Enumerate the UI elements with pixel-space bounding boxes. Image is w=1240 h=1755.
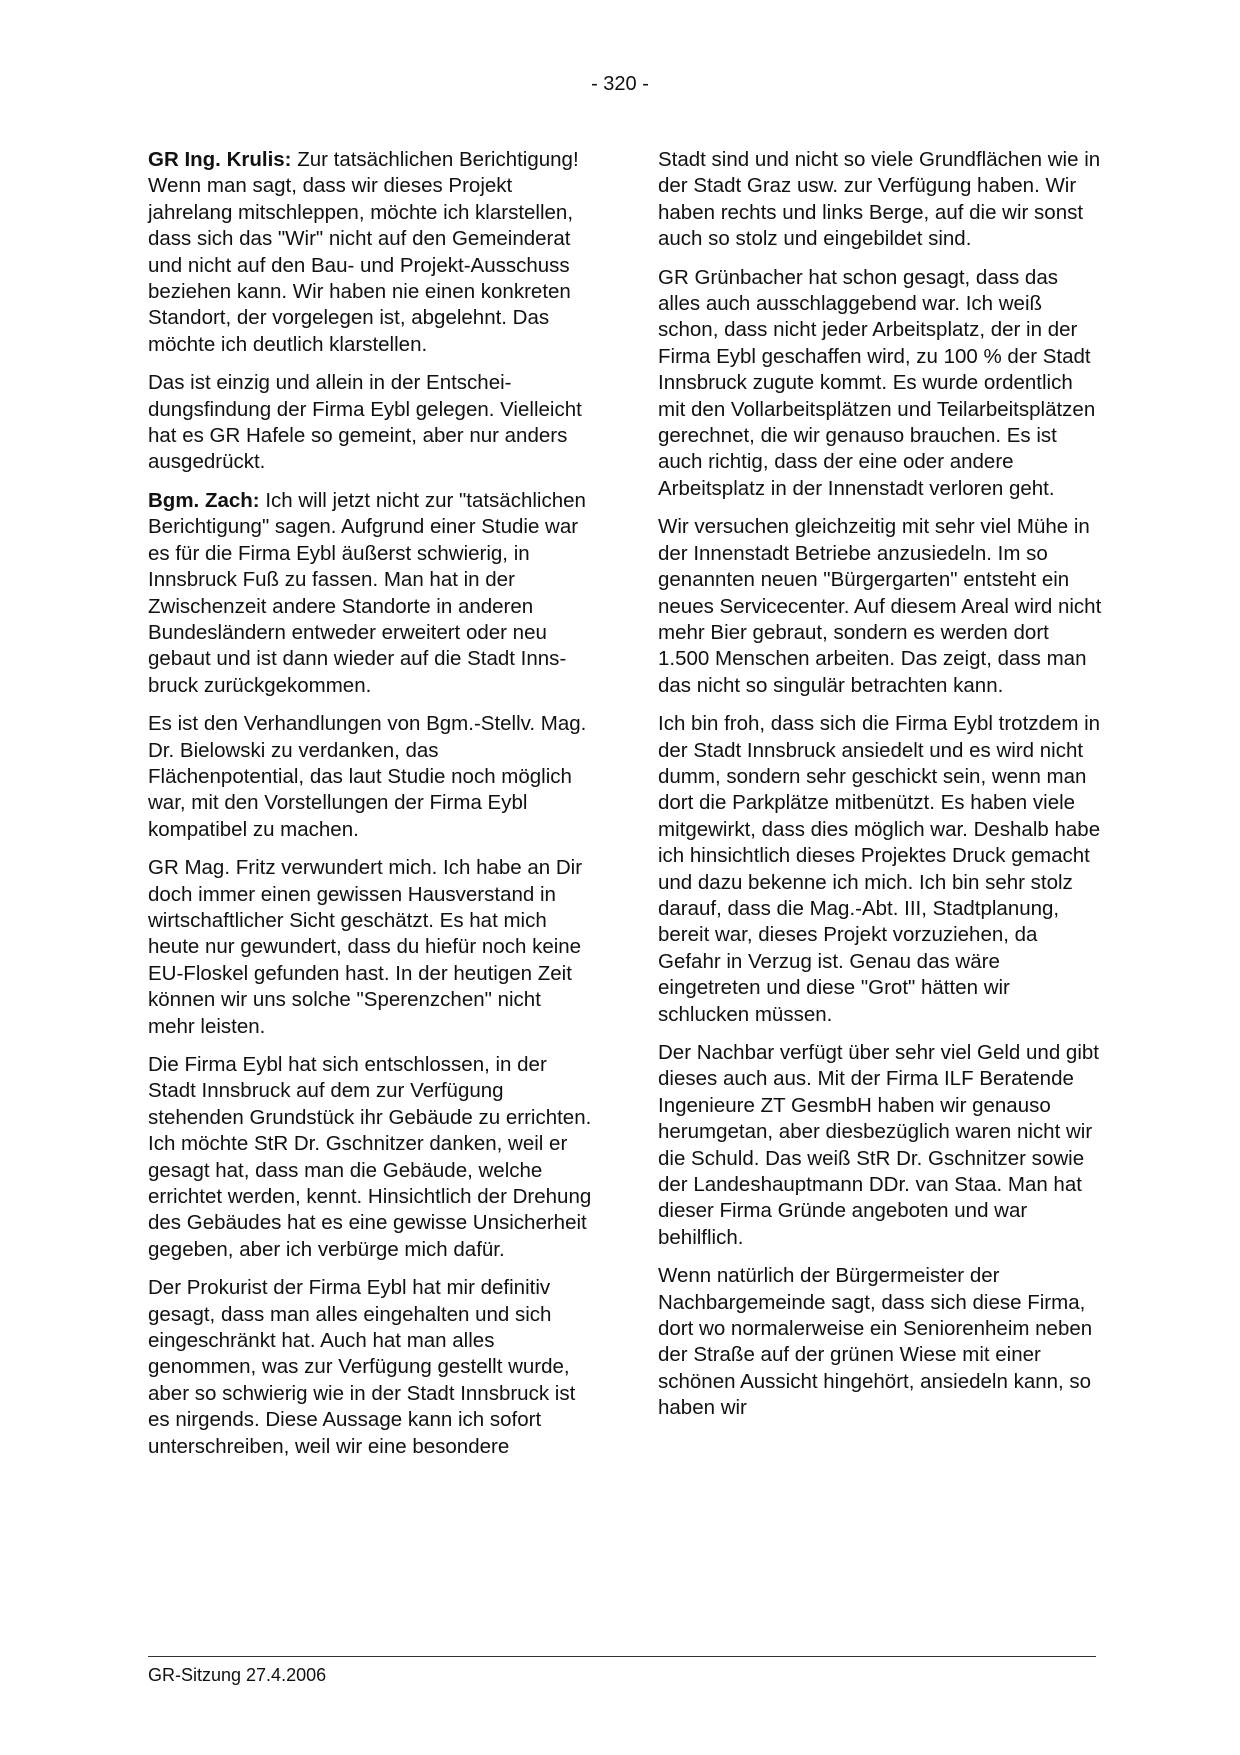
paragraph [658, 514, 1104, 699]
paragraph-text: Ich bin froh, dass sich die Firma Eybl trotzdem in der Stadt Innsbruck ansiedelt und es wird nicht dumm, sondern sehr geschickt sein, wenn man dort die Parkplätze mitbenützt. Es haben viele mitgewirkt, dass dies möglich war. Deshalb habe ich hinsichtlich dieses Projektes Druck gemacht und dazu bekenne ich mich. Ich bin sehr stolz darauf, dass die Mag.-Abt. III, Stadtplanung, bereit war, dieses Projekt vorzuziehen, da Gefahr in Verzug ist. Genau das wäre eingetreten und diese "Grot" hätten wir schlucken müssen. [658, 712, 1101, 1026]
footer-divider [148, 1656, 1096, 1657]
paragraph [148, 488, 593, 699]
paragraph [148, 1275, 593, 1460]
left-column [148, 147, 593, 1472]
paragraph-text: Wir versuchen gleichzeitig mit sehr viel Mühe in der Innenstadt Betriebe anzusiedeln. Im so genannten neuen "Bürgergarten" entsteht ein neues Servicecenter. Auf diesem Areal wird nicht mehr Bier gebraut, sondern es werden dort 1.500 Menschen arbeiten. Das zeigt, dass man das nicht so singulär betrachten kann. [658, 515, 1102, 697]
paragraph-text: GR Grünbacher hat schon gesagt, dass das alles auch ausschlaggebend war. Ich weiß schon, dass nicht jeder Arbeitsplatz, der in der Firma Eybl geschaffen wird, zu 100 % der Stadt Innsbruck zugute kommt. Es wurde ordentlich mit den Vollarbeitsplätzen und Teilarbeitsplätzen gerechnet, die wir genauso brauchen. Es ist auch richtig, dass der eine oder andere Arbeitsplatz in der Innenstadt verloren geht. [658, 265, 1096, 500]
paragraph-text: GR Mag. Fritz verwundert mich. Ich habe an Dir doch immer einen gewissen Hausverstand in wirtschaftlicher Sicht geschätzt. Es hat mich heute nur gewundert, dass du hiefür noch keine EU-Floskel gefunden hast. In der heutigen Zeit können wir uns solche "Sperenzchen" nicht mehr leisten. [148, 856, 583, 1038]
paragraph-text: Zur tatsächlichen Berichtigung! Wenn man sagt, dass wir dieses Projekt jahrelang mitschleppen, möchte ich klarstellen, dass sich das "Wir" nicht auf den Gemeinderat und nicht auf den Bau- und Projekt-Ausschuss beziehen kann. Wir haben nie einen konkreten Standort, der vorgelegen ist, abgelehnt. Das möchte ich deutlich klarstellen. [148, 148, 579, 356]
paragraph [658, 711, 1104, 1028]
paragraph [658, 1263, 1104, 1421]
paragraph-text: Der Prokurist der Firma Eybl hat mir definitiv gesagt, dass man alles eingehalten und sich eingeschränkt hat. Auch hat man alles genommen, was zur Verfügung gestellt wurde, aber so schwierig wie in der Stadt Innsbruck ist es nirgends. Diese Aussage kann ich sofort unterschreiben, weil wir eine besondere [148, 1276, 576, 1458]
right-column [658, 147, 1104, 1434]
paragraph-text: Ich will jetzt nicht zur "tatsächlichen Berichtigung" sagen. Aufgrund einer Studie war es für die Firma Eybl äußerst schwierig, in Innsbruck Fuß zu fassen. Man hat in der Zwischenzeit andere Standorte in anderen Bundesländern entweder erweitert oder neu gebaut und ist dann wieder auf die Stadt Innsbruck zurückgekommen. [148, 488, 586, 697]
paragraph-text: Wenn natürlich der Bürgermeister der Nachbargemeinde sagt, dass sich diese Firma, dort wo normalerweise ein Seniorenheim neben der Straße auf der grünen Wiese mit einer schönen Aussicht hingehört, ansiedeln kann, so haben wir [658, 1264, 1093, 1420]
page-number: - 320 - [591, 73, 649, 95]
footer-session-date: GR-Sitzung 27.4.2006 [148, 1665, 327, 1685]
paragraph-text: Stadt sind und nicht so viele Grundflächen wie in der Stadt Graz usw. zur Verfügung haben. Wir haben rechts und links Berge, auf die wir sonst auch so stolz und eingebildet sind. [658, 148, 1101, 251]
speaker-name: Bgm. Zach: [148, 488, 260, 512]
paragraph-text: Es ist den Verhandlungen von Bgm.-Stellv. Mag. Dr. Bielowski zu verdanken, das Flächenpotential, das laut Studie noch möglich war, mit den Vorstellungen der Firma Eybl kompatibel zu machen. [148, 712, 587, 841]
speaker-name: GR Ing. Krulis: [148, 148, 292, 171]
paragraph-text: Die Firma Eybl hat sich entschlossen, in der Stadt Innsbruck auf dem zur Verfügung stehenden Grundstück ihr Gebäude zu errichten. Ich möchte StR Dr. Gschnitzer danken, weil er gesagt hat, dass man die Gebäude, welche errichtet werden, kennt. Hinsichtlich der Drehung des Gebäudes hat es eine gewisse Unsicherheit gegeben, aber ich verbürge mich dafür. [148, 1053, 592, 1261]
paragraph [148, 855, 593, 1040]
paragraph [148, 711, 593, 843]
paragraph [148, 147, 593, 358]
paragraph [658, 1040, 1104, 1251]
paragraph-text: Der Nachbar verfügt über sehr viel Geld und gibt dieses auch aus. Mit der Firma ILF Beratende Ingenieure ZT GesmbH haben wir genauso herumgetan, aber diesbezüglich waren nicht wir die Schuld. Das weiß StR Dr. Gschnitzer sowie der Landeshauptmann DDr. van Staa. Man hat dieser Firma Gründe angeboten und war behilflich. [658, 1041, 1099, 1249]
paragraph [658, 265, 1104, 503]
paragraph [658, 147, 1104, 253]
paragraph-text: Das ist einzig und allein in der Entscheidungsfindung der Firma Eybl gelegen. Vielleicht hat es GR Hafele so gemeint, aber nur anders ausgedrückt. [148, 371, 582, 474]
paragraph [148, 1052, 593, 1263]
paragraph [148, 370, 593, 476]
